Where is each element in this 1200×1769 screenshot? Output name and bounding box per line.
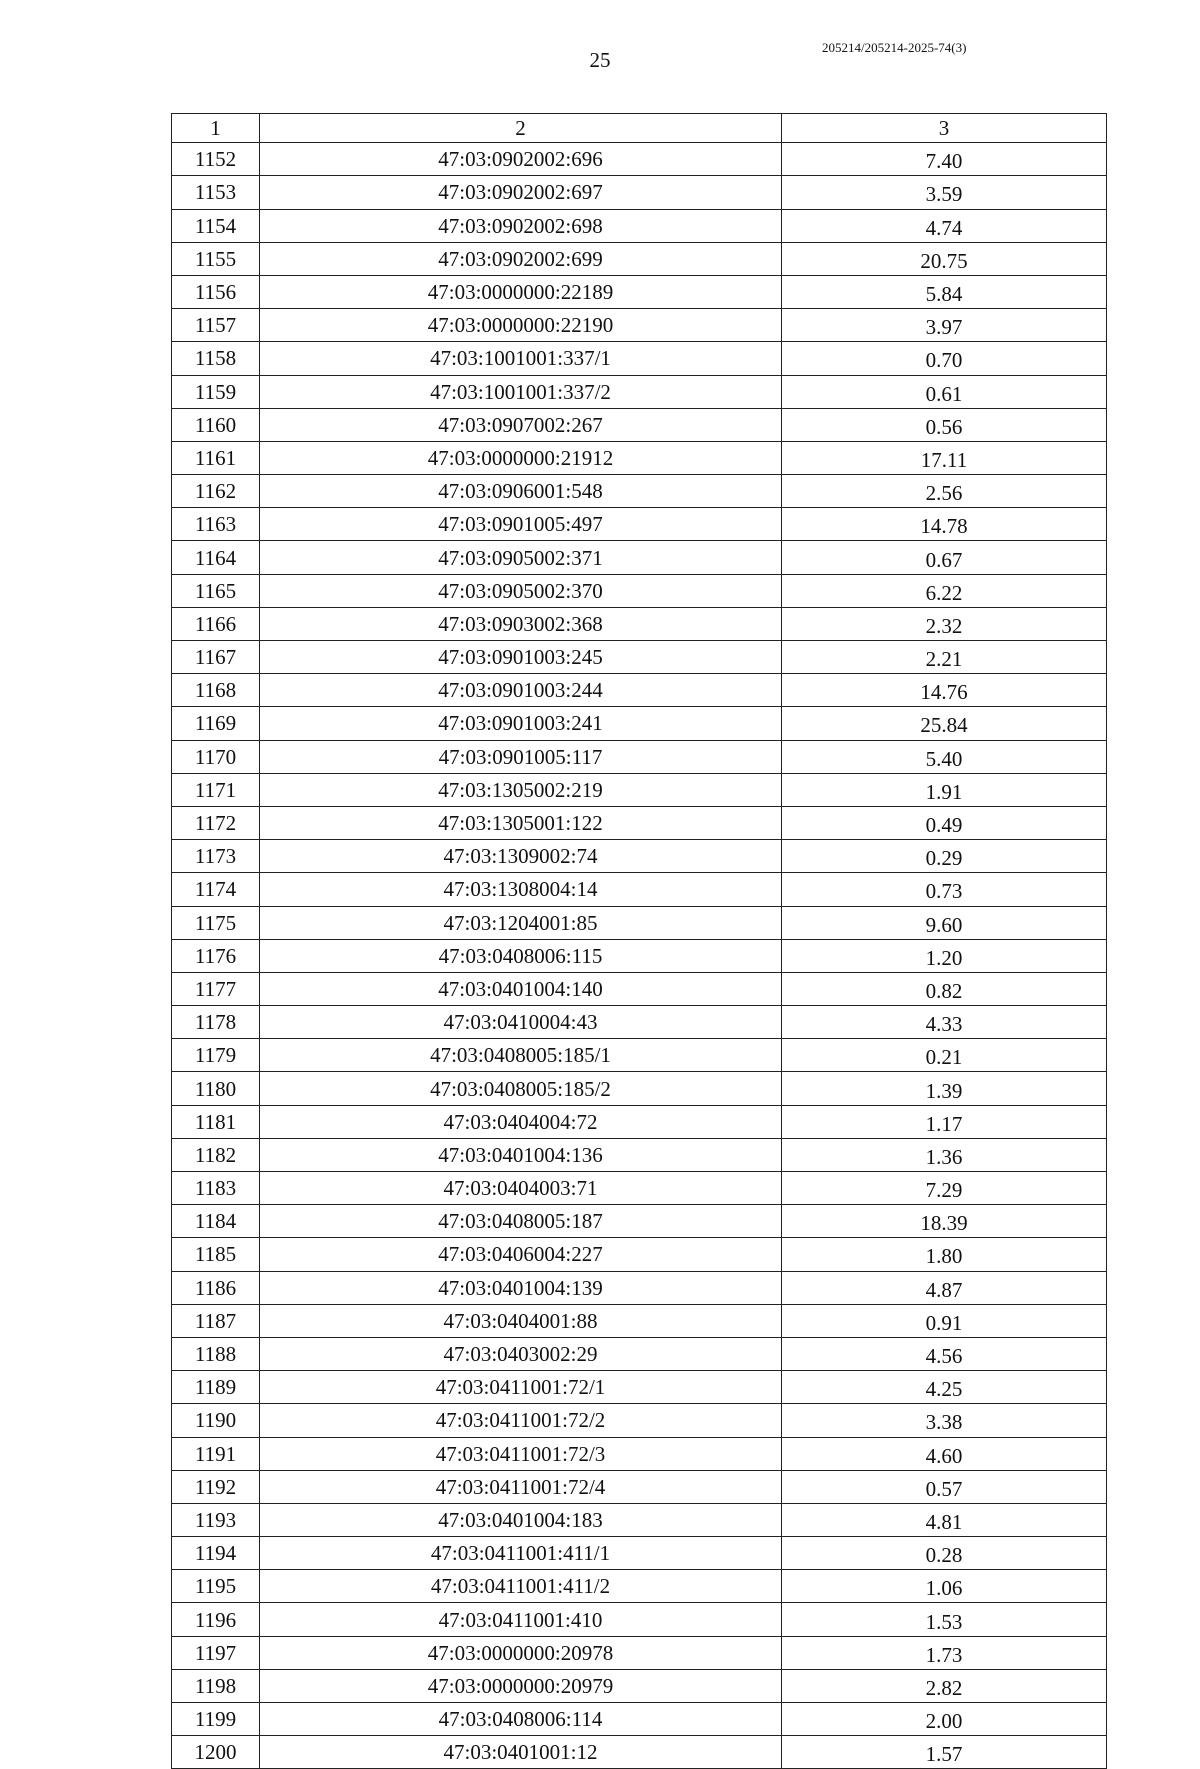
table-row <box>172 1105 1107 1138</box>
row-number-cell: 1188 <box>172 1337 260 1370</box>
value-cell: 0.91 <box>782 1304 1107 1337</box>
table-row <box>172 242 1107 275</box>
table-row <box>172 1304 1107 1337</box>
column-header: 3 <box>782 114 1107 143</box>
cadastral-number-cell: 47:03:1001001:337/1 <box>260 342 782 375</box>
row-number-cell: 1164 <box>172 541 260 574</box>
cadastral-number-cell: 47:03:0401001:12 <box>260 1736 782 1769</box>
table-row <box>172 873 1107 906</box>
cadastral-number-cell: 47:03:0000000:20978 <box>260 1636 782 1669</box>
table-row <box>172 1537 1107 1570</box>
row-number-cell: 1192 <box>172 1470 260 1503</box>
cadastral-number-cell: 47:03:0411001:72/1 <box>260 1371 782 1404</box>
column-header: 1 <box>172 114 260 143</box>
row-number-cell: 1174 <box>172 873 260 906</box>
table-row <box>172 1138 1107 1171</box>
table-row <box>172 1669 1107 1702</box>
table-row <box>172 1172 1107 1205</box>
row-number-cell: 1196 <box>172 1603 260 1636</box>
value-cell: 20.75 <box>782 242 1107 275</box>
value-cell: 1.20 <box>782 939 1107 972</box>
row-number-cell: 1180 <box>172 1072 260 1105</box>
value-cell: 0.82 <box>782 972 1107 1005</box>
cadastral-number-cell: 47:03:0411001:411/1 <box>260 1537 782 1570</box>
value-cell: 7.29 <box>782 1172 1107 1205</box>
table-row <box>172 1337 1107 1370</box>
value-cell: 0.49 <box>782 806 1107 839</box>
cadastral-number-cell: 47:03:0401004:183 <box>260 1503 782 1536</box>
table-row <box>172 508 1107 541</box>
row-number-cell: 1198 <box>172 1669 260 1702</box>
cadastral-number-cell: 47:03:0408005:185/1 <box>260 1039 782 1072</box>
table-body <box>172 143 1107 1769</box>
table-row <box>172 275 1107 308</box>
value-cell: 25.84 <box>782 707 1107 740</box>
table-row <box>172 375 1107 408</box>
row-number-cell: 1191 <box>172 1437 260 1470</box>
row-number-cell: 1172 <box>172 806 260 839</box>
value-cell: 4.56 <box>782 1337 1107 1370</box>
value-cell: 18.39 <box>782 1205 1107 1238</box>
row-number-cell: 1161 <box>172 441 260 474</box>
table-row <box>172 641 1107 674</box>
table-row <box>172 906 1107 939</box>
table-row <box>172 541 1107 574</box>
row-number-cell: 1159 <box>172 375 260 408</box>
cadastral-number-cell: 47:03:0000000:22189 <box>260 275 782 308</box>
table-row <box>172 441 1107 474</box>
document-code: 205214/205214-2025-74(3) <box>822 40 967 55</box>
value-cell: 1.17 <box>782 1105 1107 1138</box>
table-row <box>172 1703 1107 1736</box>
table-row <box>172 1205 1107 1238</box>
value-cell: 0.29 <box>782 840 1107 873</box>
cadastral-number-cell: 47:03:0902002:696 <box>260 143 782 176</box>
value-cell: 0.56 <box>782 408 1107 441</box>
table-row <box>172 972 1107 1005</box>
cadastral-number-cell: 47:03:0901003:244 <box>260 674 782 707</box>
cadastral-number-cell: 47:03:0401004:139 <box>260 1271 782 1304</box>
cadastral-number-cell: 47:03:0902002:697 <box>260 176 782 209</box>
row-number-cell: 1162 <box>172 475 260 508</box>
row-number-cell: 1184 <box>172 1205 260 1238</box>
table-row <box>172 1603 1107 1636</box>
value-cell: 7.40 <box>782 143 1107 176</box>
value-cell: 2.82 <box>782 1669 1107 1702</box>
value-cell: 2.32 <box>782 607 1107 640</box>
row-number-cell: 1183 <box>172 1172 260 1205</box>
row-number-cell: 1155 <box>172 242 260 275</box>
value-cell: 2.00 <box>782 1703 1107 1736</box>
value-cell: 4.87 <box>782 1271 1107 1304</box>
cadastral-number-cell: 47:03:1305001:122 <box>260 806 782 839</box>
value-cell: 1.80 <box>782 1238 1107 1271</box>
cadastral-number-cell: 47:03:0411001:411/2 <box>260 1570 782 1603</box>
cadastral-number-cell: 47:03:0408006:115 <box>260 939 782 972</box>
cadastral-number-cell: 47:03:0408005:185/2 <box>260 1072 782 1105</box>
cadastral-number-cell: 47:03:0408005:187 <box>260 1205 782 1238</box>
table-row <box>172 1570 1107 1603</box>
table-row <box>172 342 1107 375</box>
cadastral-number-cell: 47:03:0401004:136 <box>260 1138 782 1171</box>
row-number-cell: 1170 <box>172 740 260 773</box>
table-row <box>172 574 1107 607</box>
row-number-cell: 1182 <box>172 1138 260 1171</box>
cadastral-number-cell: 47:03:0905002:371 <box>260 541 782 574</box>
row-number-cell: 1185 <box>172 1238 260 1271</box>
table-row <box>172 1006 1107 1039</box>
table-header-row <box>172 114 1107 143</box>
value-cell: 2.56 <box>782 475 1107 508</box>
value-cell: 1.36 <box>782 1138 1107 1171</box>
row-number-cell: 1153 <box>172 176 260 209</box>
cadastral-number-cell: 47:03:0907002:267 <box>260 408 782 441</box>
row-number-cell: 1160 <box>172 408 260 441</box>
table-row <box>172 209 1107 242</box>
row-number-cell: 1175 <box>172 906 260 939</box>
cadastral-number-cell: 47:03:0903002:368 <box>260 607 782 640</box>
row-number-cell: 1186 <box>172 1271 260 1304</box>
table-row <box>172 1503 1107 1536</box>
row-number-cell: 1157 <box>172 309 260 342</box>
value-cell: 0.57 <box>782 1470 1107 1503</box>
table-row <box>172 1404 1107 1437</box>
cadastral-number-cell: 47:03:1204001:85 <box>260 906 782 939</box>
value-cell: 4.33 <box>782 1006 1107 1039</box>
cadastral-number-cell: 47:03:0000000:21912 <box>260 441 782 474</box>
value-cell: 14.76 <box>782 674 1107 707</box>
table-row <box>172 176 1107 209</box>
value-cell: 0.73 <box>782 873 1107 906</box>
table-row <box>172 309 1107 342</box>
cadastral-number-cell: 47:03:0404004:72 <box>260 1105 782 1138</box>
row-number-cell: 1167 <box>172 641 260 674</box>
value-cell: 2.21 <box>782 641 1107 674</box>
cadastral-number-cell: 47:03:0902002:699 <box>260 242 782 275</box>
value-cell: 1.73 <box>782 1636 1107 1669</box>
value-cell: 4.74 <box>782 209 1107 242</box>
column-header: 2 <box>260 114 782 143</box>
cadastral-number-cell: 47:03:0411001:72/4 <box>260 1470 782 1503</box>
table-row <box>172 707 1107 740</box>
table-row <box>172 1636 1107 1669</box>
cadastral-number-cell: 47:03:0905002:370 <box>260 574 782 607</box>
table-row <box>172 408 1107 441</box>
value-cell: 5.84 <box>782 275 1107 308</box>
table-row <box>172 740 1107 773</box>
row-number-cell: 1199 <box>172 1703 260 1736</box>
row-number-cell: 1195 <box>172 1570 260 1603</box>
row-number-cell: 1158 <box>172 342 260 375</box>
cadastral-number-cell: 47:03:0406004:227 <box>260 1238 782 1271</box>
value-cell: 0.67 <box>782 541 1107 574</box>
value-cell: 3.97 <box>782 309 1107 342</box>
cadastral-number-cell: 47:03:1001001:337/2 <box>260 375 782 408</box>
cadastral-number-cell: 47:03:0411001:72/3 <box>260 1437 782 1470</box>
table-row <box>172 1238 1107 1271</box>
value-cell: 5.40 <box>782 740 1107 773</box>
row-number-cell: 1179 <box>172 1039 260 1072</box>
row-number-cell: 1168 <box>172 674 260 707</box>
table-row <box>172 1271 1107 1304</box>
data-table-container <box>171 113 1106 1769</box>
table-row <box>172 773 1107 806</box>
row-number-cell: 1189 <box>172 1371 260 1404</box>
cadastral-number-cell: 47:03:0404003:71 <box>260 1172 782 1205</box>
row-number-cell: 1154 <box>172 209 260 242</box>
row-number-cell: 1156 <box>172 275 260 308</box>
cadastral-number-cell: 47:03:0902002:698 <box>260 209 782 242</box>
cadastral-number-cell: 47:03:0403002:29 <box>260 1337 782 1370</box>
value-cell: 3.59 <box>782 176 1107 209</box>
cadastral-number-cell: 47:03:0404001:88 <box>260 1304 782 1337</box>
value-cell: 0.21 <box>782 1039 1107 1072</box>
row-number-cell: 1152 <box>172 143 260 176</box>
row-number-cell: 1169 <box>172 707 260 740</box>
value-cell: 1.57 <box>782 1736 1107 1769</box>
page-number: 25 <box>589 48 611 72</box>
value-cell: 0.28 <box>782 1537 1107 1570</box>
value-cell: 14.78 <box>782 508 1107 541</box>
table-row <box>172 475 1107 508</box>
table-row <box>172 1470 1107 1503</box>
row-number-cell: 1181 <box>172 1105 260 1138</box>
value-cell: 0.70 <box>782 342 1107 375</box>
table-row <box>172 1736 1107 1769</box>
value-cell: 1.39 <box>782 1072 1107 1105</box>
table-row <box>172 840 1107 873</box>
value-cell: 0.61 <box>782 375 1107 408</box>
row-number-cell: 1194 <box>172 1537 260 1570</box>
row-number-cell: 1176 <box>172 939 260 972</box>
row-number-cell: 1193 <box>172 1503 260 1536</box>
cadastral-number-cell: 47:03:1308004:14 <box>260 873 782 906</box>
data-table <box>171 113 1107 1769</box>
cadastral-number-cell: 47:03:0000000:22190 <box>260 309 782 342</box>
cadastral-number-cell: 47:03:1309002:74 <box>260 840 782 873</box>
cadastral-number-cell: 47:03:0901003:241 <box>260 707 782 740</box>
value-cell: 4.81 <box>782 1503 1107 1536</box>
row-number-cell: 1177 <box>172 972 260 1005</box>
table-row <box>172 1371 1107 1404</box>
value-cell: 1.53 <box>782 1603 1107 1636</box>
value-cell: 17.11 <box>782 441 1107 474</box>
table-row <box>172 806 1107 839</box>
row-number-cell: 1171 <box>172 773 260 806</box>
value-cell: 1.91 <box>782 773 1107 806</box>
cadastral-number-cell: 47:03:0411001:410 <box>260 1603 782 1636</box>
row-number-cell: 1166 <box>172 607 260 640</box>
cadastral-number-cell: 47:03:0408006:114 <box>260 1703 782 1736</box>
cadastral-number-cell: 47:03:0411001:72/2 <box>260 1404 782 1437</box>
cadastral-number-cell: 47:03:0901005:497 <box>260 508 782 541</box>
value-cell: 9.60 <box>782 906 1107 939</box>
table-row <box>172 143 1107 176</box>
cadastral-number-cell: 47:03:1305002:219 <box>260 773 782 806</box>
cadastral-number-cell: 47:03:0410004:43 <box>260 1006 782 1039</box>
table-row <box>172 1039 1107 1072</box>
row-number-cell: 1190 <box>172 1404 260 1437</box>
row-number-cell: 1178 <box>172 1006 260 1039</box>
table-row <box>172 939 1107 972</box>
row-number-cell: 1173 <box>172 840 260 873</box>
table-row <box>172 607 1107 640</box>
cadastral-number-cell: 47:03:0901003:245 <box>260 641 782 674</box>
value-cell: 6.22 <box>782 574 1107 607</box>
cadastral-number-cell: 47:03:0906001:548 <box>260 475 782 508</box>
value-cell: 4.60 <box>782 1437 1107 1470</box>
row-number-cell: 1197 <box>172 1636 260 1669</box>
row-number-cell: 1200 <box>172 1736 260 1769</box>
row-number-cell: 1187 <box>172 1304 260 1337</box>
table-row <box>172 1437 1107 1470</box>
cadastral-number-cell: 47:03:0901005:117 <box>260 740 782 773</box>
value-cell: 4.25 <box>782 1371 1107 1404</box>
value-cell: 3.38 <box>782 1404 1107 1437</box>
cadastral-number-cell: 47:03:0401004:140 <box>260 972 782 1005</box>
table-row <box>172 1072 1107 1105</box>
row-number-cell: 1163 <box>172 508 260 541</box>
row-number-cell: 1165 <box>172 574 260 607</box>
value-cell: 1.06 <box>782 1570 1107 1603</box>
cadastral-number-cell: 47:03:0000000:20979 <box>260 1669 782 1702</box>
table-row <box>172 674 1107 707</box>
